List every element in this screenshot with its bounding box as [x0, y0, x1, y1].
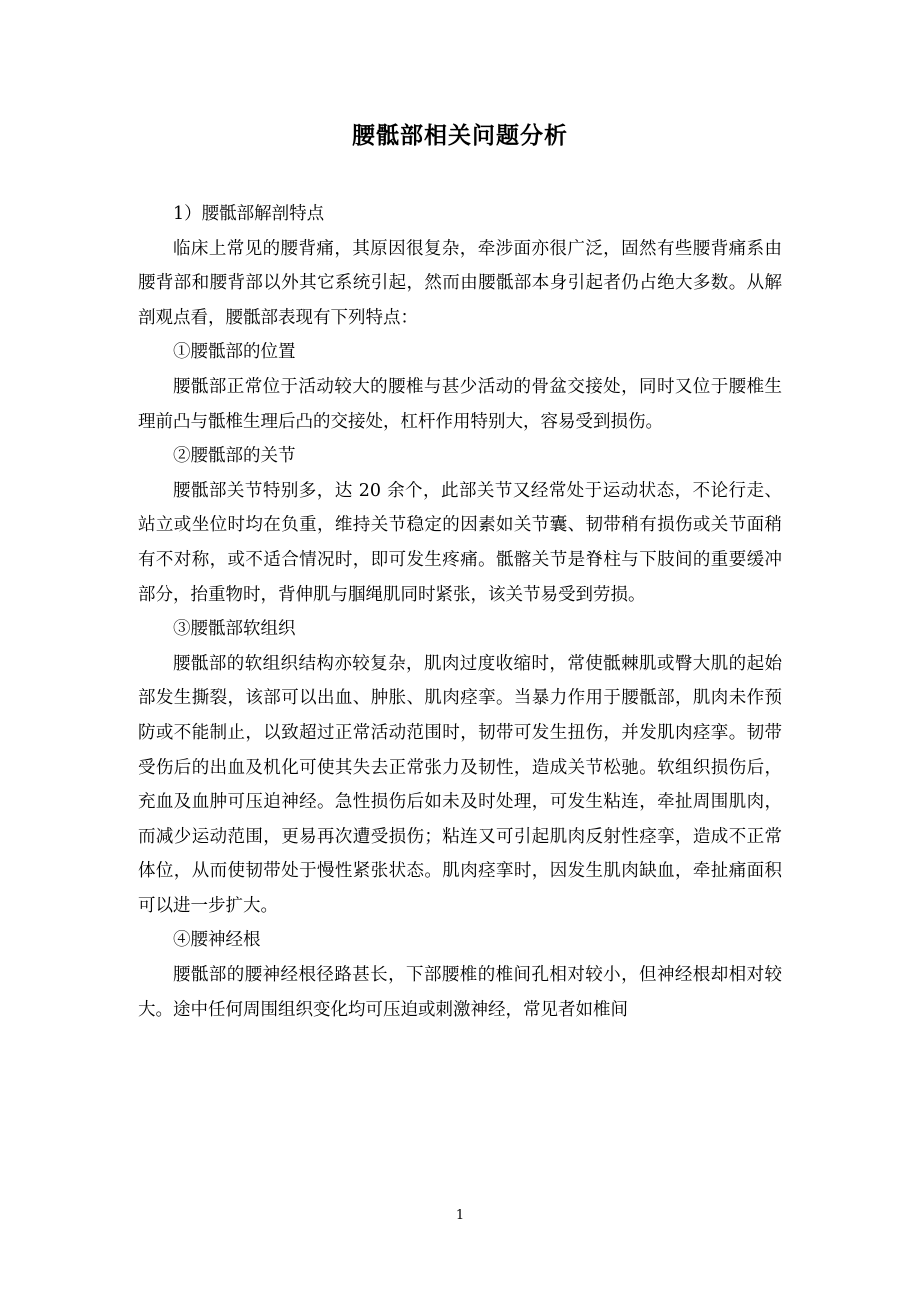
- section-heading: 1）腰骶部解剖特点: [173, 204, 325, 224]
- subsection-heading: ②腰骶部的关节: [173, 446, 296, 467]
- document-title: 腰骶部相关问题分析: [352, 122, 568, 149]
- body-paragraph: 腰骶部关节特别多，达 20 余个，此部关节又经常处于运动状态，不论行走、站立或坐位时均在负重，维持关节稳定的因素如关节囊、韧带稍有损伤或关节面稍有不对称，或不适合情况时，即可发生疼痛。骶髂关节是脊柱与下肢间的重要缓冲部分，抬重物时，背伸肌与腘绳肌同时紧张，该关节易受到劳损。: [138, 480, 782, 605]
- subsection-heading: ④腰神经根: [173, 930, 261, 951]
- document-body: [138, 197, 782, 1027]
- page-number: 1: [455, 1208, 465, 1223]
- body-paragraph: 临床上常见的腰背痛，其原因很复杂，牵涉面亦很广泛，固然有些腰背痛系由腰背部和腰背部以外其它系统引起，然而由腰骶部本身引起者仍占绝大多数。从解剖观点看，腰骶部表现有下列特点：: [138, 238, 782, 328]
- body-paragraph: 腰骶部的软组织结构亦较复杂，肌肉过度收缩时，常使骶棘肌或臀大肌的起始部发生撕裂，该部可以出血、肿胀、肌肉痉挛。当暴力作用于腰骶部，肌肉未作预防或不能制止，以致超过正常活动范围时，韧带可发生扭伤，并发肌肉痉挛。韧带受伤后的出血及机化可使其失去正常张力及韧性，造成关节松驰。软组织损伤后，充血及血肿可压迫神经。急性损伤后如未及时处理，可发生粘连，牵扯周围肌肉，而减少运动范围，更易再次遭受损伤；粘连又可引起肌肉反射性痉挛，造成不正常体位，从而使韧带处于慢性紧张状态。肌肉痉挛时，因发生肌肉缺血，牵扯痛面积可以进一步扩大。: [138, 653, 782, 916]
- subsection-heading: ①腰骶部的位置: [173, 342, 296, 363]
- body-paragraph: 腰骶部正常位于活动较大的腰椎与甚少活动的骨盆交接处，同时又位于腰椎生理前凸与骶椎生理后凸的交接处，杠杆作用特别大，容易受到损伤。: [138, 376, 782, 432]
- body-paragraph: 腰骶部的腰神经根径路甚长，下部腰椎的椎间孔相对较小，但神经根却相对较大。途中任何周围组织变化均可压迫或刺激神经，常见者如椎间: [138, 965, 782, 1020]
- subsection-heading: ③腰骶部软组织: [173, 619, 296, 640]
